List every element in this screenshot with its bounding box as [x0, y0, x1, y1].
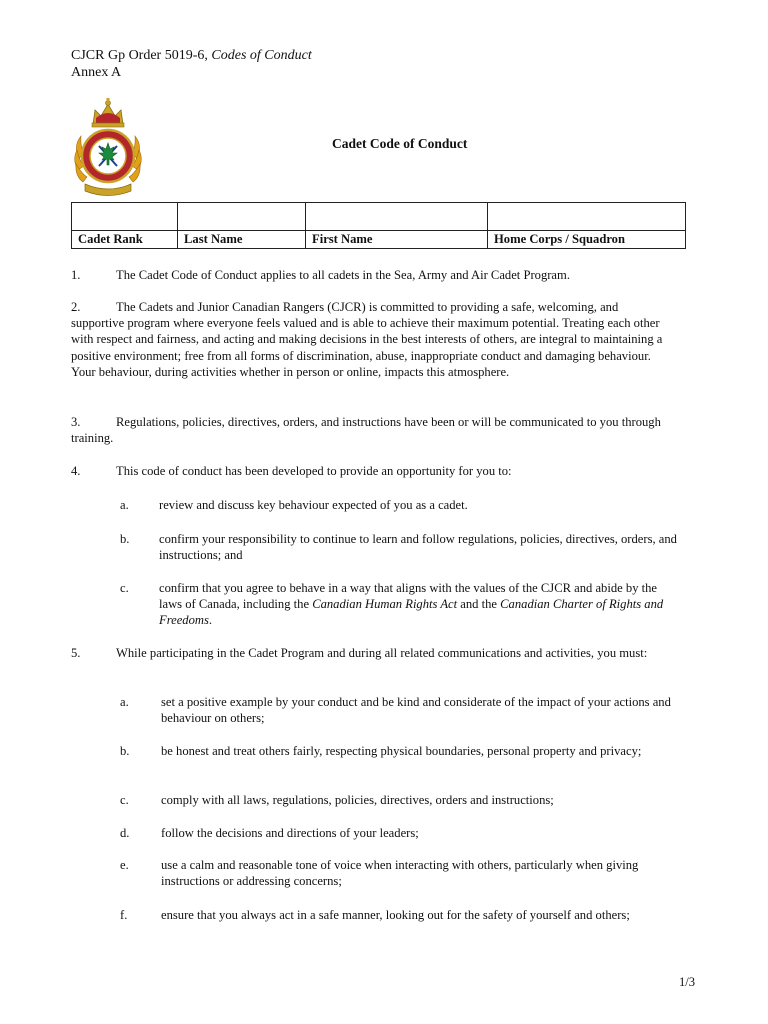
- cadet-info-table: [71, 202, 686, 249]
- charter-of-rights: Canadian Charter of Rights and Freedoms: [159, 597, 664, 628]
- paragraph-2: 2. The Cadets and Junior Canadian Rangers (CJCR) is committed to providing a safe, welcoming, and supportive program where everyone feels valued and is able to achieve their maximum potential. Treating each other with respect and fairness, and acting and making decisions in the best interests of others, are integral to maintaining a positive environment; free from all forms of discrimination, abuse, inappropriate conduct and damaging behaviour. Your behaviour, during activities whether in person or online, impacts this atmosphere.: [71, 300, 663, 379]
- paragraph-4c: c. confirm that you agree to behave in a way that aligns with the values of the CJCR and abide by the laws of Canada, including the Canadian Human Rights Act and the Canadian Charter of Rights and Freedoms.: [120, 581, 664, 628]
- paragraph-4b: b. confirm your responsibility to continue to learn and follow regulations, policies, directives, orders, and instructions; and: [120, 532, 677, 563]
- paragraph-5b: b. be honest and treat others fairly, respecting physical boundaries, personal property and privacy;: [120, 744, 642, 758]
- paragraph-4a: a. review and discuss key behaviour expected of you as a cadet.: [120, 498, 468, 512]
- cadet-rank-field[interactable]: [72, 203, 178, 231]
- paragraph-5e: e. use a calm and reasonable tone of voice when interacting with others, particularly when giving instructions or addressing concerns;: [120, 858, 639, 889]
- first-name-field[interactable]: [306, 203, 488, 231]
- last-name-field[interactable]: [178, 203, 306, 231]
- last-name-label: Last Name: [178, 231, 306, 249]
- paragraph-5: 5. While participating in the Cadet Program and during all related communications and activities, you must:: [71, 646, 648, 660]
- home-corps-field[interactable]: [488, 203, 686, 231]
- paragraph-5d: d. follow the decisions and directions of your leaders;: [120, 826, 419, 840]
- annex-label: Annex A: [71, 65, 122, 80]
- home-corps-label: Home Corps / Squadron: [488, 231, 686, 249]
- paragraph-1: 1. The Cadet Code of Conduct applies to all cadets in the Sea, Army and Air Cadet Program.: [71, 268, 570, 282]
- first-name-label: First Name: [306, 231, 488, 249]
- human-rights-act: Canadian Human Rights Act: [312, 597, 458, 612]
- document-title: Cadet Code of Conduct: [332, 136, 468, 151]
- paragraph-5c: c. comply with all laws, regulations, policies, directives, orders and instructions;: [120, 793, 554, 807]
- document-header: [71, 47, 312, 81]
- paragraph-4: 4. This code of conduct has been developed to provide an opportunity for you to:: [71, 464, 512, 478]
- paragraph-5f: f. ensure that you always act in a safe manner, looking out for the safety of yourself and others;: [120, 908, 630, 922]
- cadet-rank-label: Cadet Rank: [72, 231, 178, 249]
- paragraph-5a: a. set a positive example by your conduct and be kind and considerate of the impact of your actions and behaviour on others;: [120, 695, 671, 726]
- cadet-crest-logo: [71, 96, 145, 200]
- order-reference: CJCR Gp Order 5019-6, Codes of Conduct: [71, 48, 312, 63]
- page-number: 1/3: [679, 975, 696, 989]
- paragraph-3: 3. Regulations, policies, directives, orders, and instructions have been or will be communicated to you through training.: [71, 415, 661, 446]
- order-title: Codes of Conduct: [211, 48, 312, 63]
